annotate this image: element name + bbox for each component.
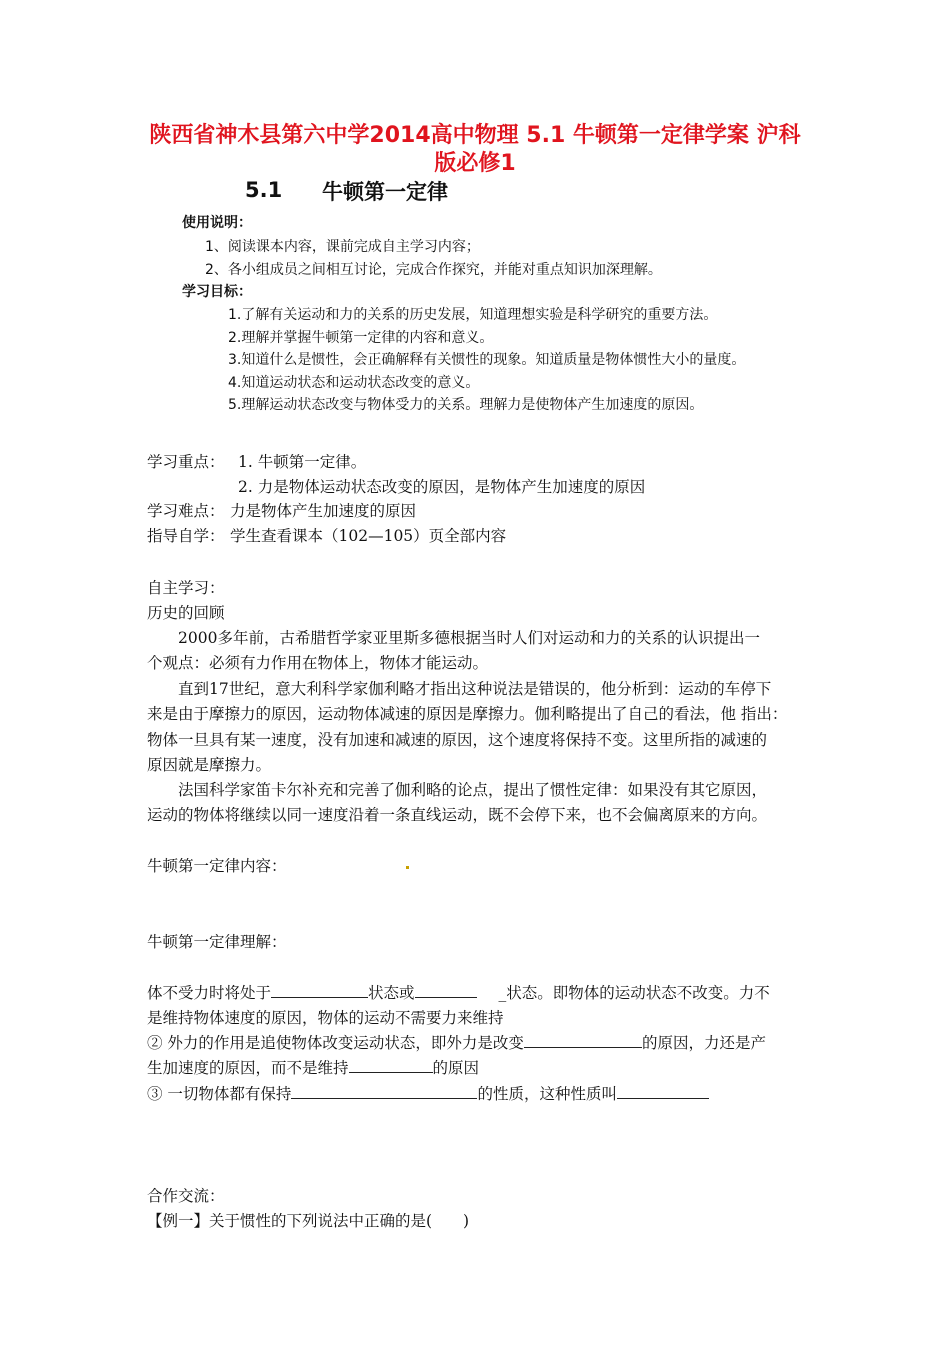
goal-item: 4.知道运动状态和运动状态改变的意义。 [228, 375, 480, 391]
history-paragraph-2-cont: 物体一旦具有某一速度，没有加速和减速的原因，这个速度将保持不变。这里所指的减速的 [147, 731, 768, 749]
difficulty-label: 学习难点： [147, 502, 225, 520]
history-paragraph-3: 法国科学家笛卡尔补充和完善了伽利略的论点，提出了惯性定律：如果没有其它原因， [178, 781, 768, 799]
history-paragraph-1-cont: 个观点：必须有力作用在物体上，物体才能运动。 [147, 654, 489, 672]
fill-blank[interactable] [415, 983, 477, 998]
focus-label: 学习重点： [147, 453, 225, 471]
understanding-line-3 [147, 1031, 766, 1053]
law-content-label: 牛顿第一定律内容： [147, 857, 287, 875]
fill-blank[interactable] [291, 1084, 477, 1099]
stray-mark [406, 866, 409, 869]
understanding-line-1 [147, 981, 770, 1003]
history-paragraph-1: 2000多年前，古希腊哲学家亚里斯多德根据当时人们对运动和力的关系的认识提出一 [178, 629, 760, 647]
history-subheading: 历史的回顾 [147, 604, 225, 622]
guide-text: 学生查看课本（102—105）页全部内容 [230, 527, 507, 545]
understanding-line-2: 是维持物体速度的原因，物体的运动不需要力来维持 [147, 1009, 504, 1027]
goal-item: 2.理解并掌握牛顿第一定律的内容和意义。 [228, 330, 494, 346]
understanding-line-4 [147, 1056, 479, 1078]
document-title-line1: 陕西省神木县第六中学2014高中物理 5.1 牛顿第一定律学案 沪科 [149, 123, 801, 148]
goal-item: 3.知道什么是惯性，会正确解释有关惯性的现象。知道质量是物体惯性大小的量度。 [228, 352, 746, 368]
goal-item: 1.了解有关运动和力的关系的历史发展，知道理想实验是科学研究的重要方法。 [228, 307, 718, 323]
fill-blank[interactable] [524, 1033, 642, 1048]
history-paragraph-2-cont: 来是由于摩擦力的原因，运动物体减速的原因是摩擦力。伽利略提出了自己的看法，他 指出： [147, 705, 788, 723]
understanding-line-5 [147, 1082, 709, 1104]
usage-item: 1、阅读课本内容，课前完成自主学习内容； [205, 239, 480, 255]
history-paragraph-2: 直到17世纪，意大利科学家伽利略才指出这种说法是错误的，他分析到：运动的车停下 [178, 680, 772, 698]
law-understanding-label: 牛顿第一定律理解： [147, 933, 287, 951]
fill-blank[interactable] [617, 1084, 709, 1099]
example-1-question: 【例一】关于惯性的下列说法中正确的是( ) [147, 1212, 470, 1230]
understanding-text: ② 外力的作用是追使物体改变运动状态，即外力是改变 [147, 1034, 524, 1052]
understanding-text: 的原因，力还是产 [641, 1034, 766, 1052]
understanding-text: 的原因 [432, 1059, 480, 1077]
guide-label: 指导自学： [147, 527, 225, 545]
focus-item-1: 1. 牛顿第一定律。 [238, 453, 367, 471]
self-study-heading: 自主学习： [147, 579, 225, 597]
understanding-text: ③ 一切物体都有保持 [147, 1085, 292, 1103]
understanding-text: 生加速度的原因，而不是维持 [147, 1059, 349, 1077]
understanding-text: 的性质，这种性质叫 [477, 1085, 617, 1103]
difficulty-text: 力是物体产生加速度的原因 [230, 502, 417, 520]
focus-item-2: 2. 力是物体运动状态改变的原因，是物体产生加速度的原因 [238, 478, 646, 496]
fill-blank[interactable] [271, 983, 368, 998]
understanding-text: 状态或 [368, 984, 415, 1002]
section-name: 牛顿第一定律 [322, 180, 448, 204]
history-paragraph-2-cont: 原因就是摩擦力。 [147, 756, 272, 774]
understanding-text: 体不受力时将处于 [147, 984, 272, 1002]
cooperation-heading: 合作交流： [147, 1187, 225, 1205]
document-title-line2: 版必修1 [434, 151, 516, 176]
goals-label: 学习目标： [182, 284, 252, 300]
fill-blank[interactable] [349, 1058, 433, 1073]
goal-item: 5.理解运动状态改变与物体受力的关系。理解力是使物体产生加速度的原因。 [228, 397, 704, 413]
usage-item: 2、各小组成员之间相互讨论，完成合作探究，并能对重点知识加深理解。 [205, 262, 662, 278]
section-number: 5.1 [245, 178, 283, 202]
history-paragraph-3-cont: 运动的物体将继续以同一速度沿着一条直线运动，既不会停下来，也不会偏离原来的方向。 [147, 806, 768, 824]
usage-label: 使用说明： [182, 215, 252, 231]
understanding-text: _状态。即物体的运动状态不改变。力不 [498, 984, 770, 1002]
